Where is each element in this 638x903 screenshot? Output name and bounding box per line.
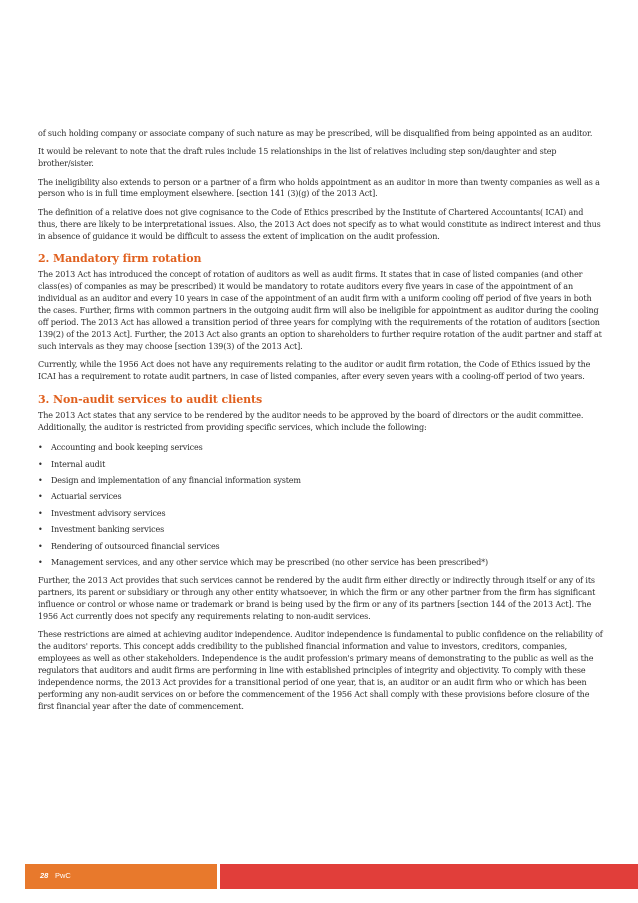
bullet-icon: • [38, 541, 43, 551]
list-item-text: Rendering of outsourced financial services [51, 541, 220, 551]
footer-orange-bar [25, 864, 217, 889]
list-item [38, 539, 604, 555]
footer-red-bar [220, 864, 638, 889]
list-item-text: Investment advisory services [51, 508, 166, 518]
page-footer [0, 864, 638, 889]
bullet-icon: • [38, 525, 43, 535]
list-item-text: Investment banking services [51, 525, 165, 535]
list-item [38, 489, 604, 505]
list-item-text: Internal audit [51, 459, 106, 469]
section2-paragraph-2: Currently, while the 1956 Act does not have any requirements relating to the auditor or audit firm rotation, the Code of Ethics issued by the ICAI has a requirement to rotate audit partners, in case of listed companies, after every seven years with a cooling-off period of two years. [38, 360, 591, 382]
bullet-icon: • [38, 475, 43, 485]
list-item-text: Actuarial services [51, 492, 122, 502]
list-item-text: Management services, and any other service which may be prescribed (no other service has been prescribed*) [51, 557, 488, 567]
bullet-icon: • [38, 492, 43, 502]
intro-paragraph-2: It would be relevant to note that the draft rules include 15 relationships in the list of relatives including step son/daughter and step brother/sister. [38, 147, 557, 169]
intro-paragraph-3: The ineligibility also extends to person or a partner of a firm who holds appointment as an auditor in more than twenty companies as well as a person who is in full time employment elsewhere. [section 141 (3)(g) of the 2013 Act]. [38, 177, 600, 199]
list-item [38, 555, 604, 571]
list-item-text: Accounting and book keeping services [51, 443, 203, 453]
intro-paragraph-4: The definition of a relative does not give cognisance to the Code of Ethics prescribed by the Institute of Chartered Accountants( ICAI) and thus, there are likely to be interpretational issues. Also, the 2013 Act does not specify as to what would constitute as indirect interest and thus in absence of guidance it would be difficult to assess the extent of implication on the audit profession. [38, 207, 601, 241]
section-heading-non-audit-services: 3. Non-audit services to audit clients [38, 392, 263, 406]
bullet-icon: • [38, 557, 43, 567]
list-item [38, 506, 604, 522]
section2-paragraph-1: The 2013 Act has introduced the concept of rotation of auditors as well as audit firms. It states that in case of listed companies (and other class(es) of companies as may be prescribed) it would be mandatory to rotate auditors every five years in case of the appointment of an individual as an auditor and every 10 years in case of the appointment of an audit firm with a uniform cooling off period of five years in both the cases. Further, firms with common partners in the outgoing audit firm will also be ineligible for appointment as auditor during the cooling off period. The 2013 Act has allowed a transition period of three years for complying with the requirements of the rotation of auditors [section 139(2) of the 2013 Act]. Further, the 2013 Act also grants an option to shareholders to further require rotation of the audit partner and staff at such intervals as they may choose [section 139(3) of the 2013 Act]. [38, 270, 602, 351]
bullet-icon: • [38, 443, 43, 453]
brand-name: PwC [55, 871, 71, 880]
list-item [38, 522, 604, 538]
list-item [38, 473, 604, 489]
bullet-icon: • [38, 459, 43, 469]
restricted-services-list [38, 440, 604, 571]
intro-paragraph-1: of such holding company or associate company of such nature as may be prescribed, will be disqualified from being appointed as an auditor. [38, 129, 593, 138]
list-item [38, 457, 604, 473]
page-number: 28 [40, 871, 49, 880]
document-body [38, 128, 604, 719]
section-heading-mandatory-firm-rotation: 2. Mandatory firm rotation [38, 252, 202, 266]
section3-paragraph-1: Further, the 2013 Act provides that such services cannot be rendered by the audit firm either directly or indirectly through itself or any of its partners, its parent or subsidiary or through any other entity whatsoever, in which the firm or any other partner from the firm has significant influence or control or whose name or trademark or brand is being used by the firm or any of its partners [section 144 of the 2013 Act]. The 1956 Act currently does not specify any requirements relating to non-audit services. [38, 576, 596, 622]
list-item [38, 440, 604, 456]
section3-intro: The 2013 Act states that any service to be rendered by the auditor needs to be approved by the board of directors or the audit committee. Additionally, the auditor is restricted from providing specific services, which include the following: [38, 410, 584, 432]
list-item-text: Design and implementation of any financial information system [51, 475, 301, 485]
bullet-icon: • [38, 508, 43, 518]
section3-paragraph-2: These restrictions are aimed at achieving auditor independence. Auditor independence is fundamental to public confidence on the reliability of the auditors' reports. This concept adds credibility to the published financial information and value to investors, creditors, companies, employees as well as other stakeholders. Independence is the audit profession's primary means of demonstrating to the public as well as the regulators that auditors and audit firms are performing in line with established principles of integrity and objectivity. To comply with these independence norms, the 2013 Act provides for a transitional period of one year, that is, an auditor or an audit firm who or which has been performing any non-audit services on or before the commencement of the 1956 Act shall comply with these provisions before closure of the first financial year after the date of commencement. [38, 630, 603, 711]
